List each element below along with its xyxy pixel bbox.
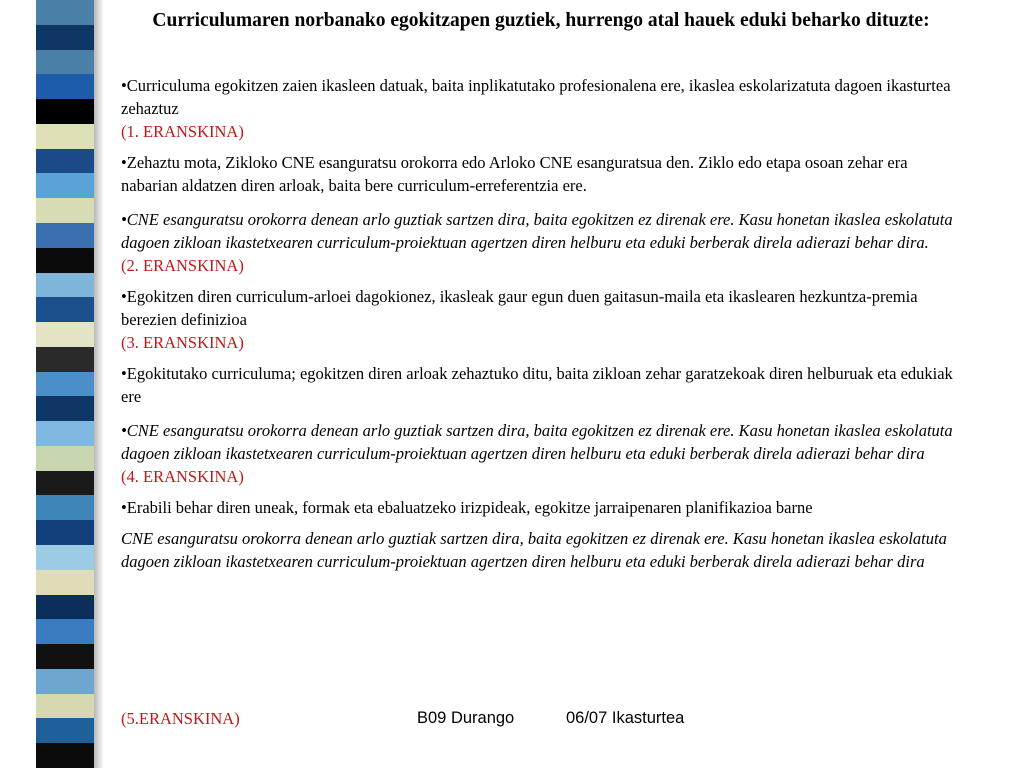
slide-body <box>121 74 961 584</box>
stripe-band <box>36 644 94 670</box>
stripe-band <box>36 396 94 422</box>
list-item-8 <box>121 527 961 573</box>
stripe-band <box>36 273 94 299</box>
stripe-band <box>36 198 94 224</box>
list-item-6 <box>121 419 961 488</box>
list-item-5 <box>121 362 961 408</box>
footer-year-label: 06/07 Ikasturtea <box>566 709 685 727</box>
stripe-band <box>36 372 94 398</box>
list-item-1 <box>121 74 961 143</box>
stripe-band <box>36 347 94 373</box>
stripe-band <box>36 0 94 26</box>
stripe-band <box>36 570 94 596</box>
stripe-band <box>36 74 94 100</box>
stripe-band <box>36 149 94 175</box>
stripe-band <box>36 248 94 274</box>
stripe-band <box>36 743 94 768</box>
list-item-3 <box>121 208 961 277</box>
stripe-band <box>36 446 94 472</box>
stripe-band <box>36 223 94 249</box>
stripe-band <box>36 520 94 546</box>
annex-reference: (3. ERANSKINA) <box>121 333 244 352</box>
stripe-band <box>36 694 94 720</box>
annex-reference: (1. ERANSKINA) <box>121 122 244 141</box>
list-item-text: •Zehaztu mota, Zikloko CNE esanguratsu orokorra edo Arloko CNE esanguratsua den. Ziklo edo etapa osoan zehar era nabarian aldatzen diren arloak, baita bere curriculum-erreferentzia ere. <box>121 153 908 195</box>
stripe-band <box>36 421 94 447</box>
list-item-4 <box>121 285 961 354</box>
list-item-2 <box>121 151 961 197</box>
list-item-text: •Curriculuma egokitzen zaien ikasleen datuak, baita inplikatutako profesionalena ere, ikaslea eskolarizatuta dagoen ikasturtea zehaztuz <box>121 76 951 118</box>
list-item-7 <box>121 496 961 519</box>
list-item-text: •Egokitutako curriculuma; egokitzen diren arloak zehaztuko ditu, baita zikloan zehar garatzekoak diren helburuak eta edukiak ere <box>121 364 953 406</box>
stripe-band <box>36 173 94 199</box>
annex-reference: (4. ERANSKINA) <box>121 467 244 486</box>
stripe-band <box>36 322 94 348</box>
stripe-band <box>36 669 94 695</box>
footer-group-label: B09 Durango <box>417 709 515 727</box>
slide-title: Curriculumaren norbanako egokitzapen guztiek, hurrengo atal hauek eduki beharko dituzte: <box>152 10 930 31</box>
list-item-text: •CNE esanguratsu orokorra denean arlo guztiak sartzen dira, baita egokitzen ez direnak ere. Kasu honetan ikaslea eskolatuta dagoen zikloan ikastetxearen curriculum-proiektuan agertzen diren helburu eta eduki berberak direla adierazi behar dira. <box>121 210 953 252</box>
stripe-shadow <box>94 0 104 768</box>
footer-annex-reference: (5.ERANSKINA) <box>121 709 240 728</box>
list-item-text: •Erabili behar diren uneak, formak eta ebaluatzeko irizpideak, egokitze jarraipenaren planifikazioa barne <box>121 498 813 517</box>
stripe-band <box>36 25 94 51</box>
stripe-band <box>36 471 94 497</box>
list-item-text: CNE esanguratsu orokorra denean arlo guztiak sartzen dira, baita egokitzen ez direnak ere. Kasu honetan ikaslea eskolatuta dagoen zikloan ikastetxearen curriculum-proiektuan agertzen diren helburu eta eduki berberak direla adierazi behar dira <box>121 529 947 571</box>
stripe-band <box>36 595 94 621</box>
stripe-band <box>36 718 94 744</box>
stripe-band <box>36 50 94 76</box>
list-item-text: •Egokitzen diren curriculum-arloei dagokionez, ikasleak gaur egun duen gaitasun-maila eta ikaslearen hezkuntza-premia berezien definizioa <box>121 287 918 329</box>
stripe-band <box>36 297 94 323</box>
stripe-band <box>36 619 94 645</box>
decorative-stripe-bar <box>36 0 94 768</box>
list-item-text: •CNE esanguratsu orokorra denean arlo guztiak sartzen dira, baita egokitzen ez direnak ere. Kasu honetan ikaslea eskolatuta dagoen zikloan ikastetxearen curriculum-proiektuan agertzen diren helburu eta eduki berberak direla adierazi behar dira <box>121 421 953 463</box>
stripe-band <box>36 495 94 521</box>
stripe-band <box>36 545 94 571</box>
annex-reference: (2. ERANSKINA) <box>121 256 244 275</box>
stripe-band <box>36 99 94 125</box>
stripe-band <box>36 124 94 150</box>
